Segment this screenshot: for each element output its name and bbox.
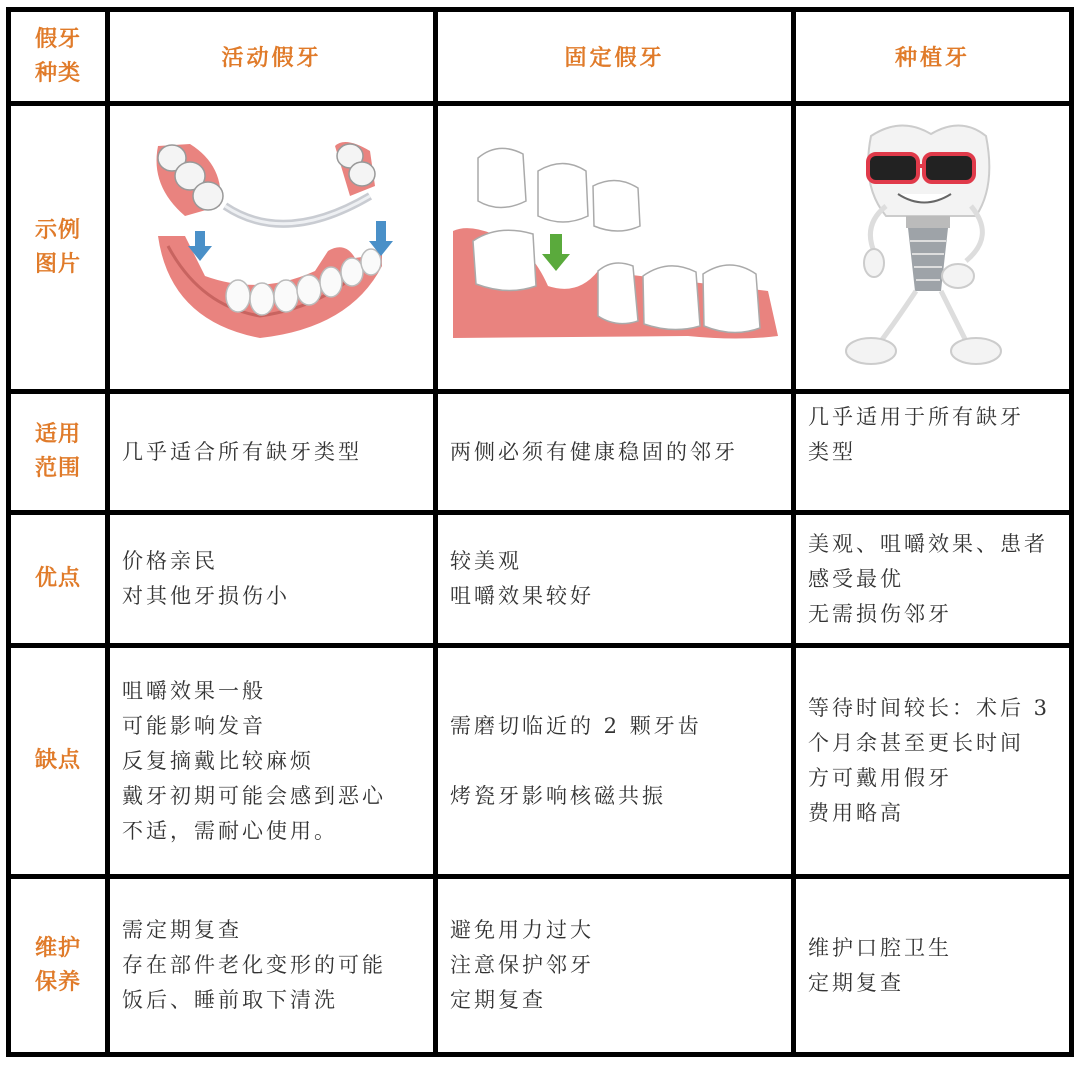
row-header-range xyxy=(11,394,105,510)
column-header-removable: 活动假牙 xyxy=(110,12,433,101)
cell-line: 注意保护邻牙 xyxy=(450,953,594,977)
image-cell-implant xyxy=(796,106,1069,389)
range-cell-fixed xyxy=(438,394,791,510)
fixed-bridge-illustration xyxy=(438,106,791,389)
cell-line: 定期复查 xyxy=(808,970,904,995)
corner-label-1: 假牙 xyxy=(34,26,81,52)
row-label-example-2: 图片 xyxy=(34,251,81,277)
row-label-range-2: 范围 xyxy=(34,456,81,481)
range-cell-removable xyxy=(110,394,433,510)
cell-line: 可能影响发音 xyxy=(122,713,266,738)
maintenance-cell-removable xyxy=(110,879,433,1052)
advantages-cell-removable xyxy=(110,515,433,643)
cell-line: 需定期复查 xyxy=(122,918,242,942)
row-label-disadvantages: 缺点 xyxy=(34,748,81,773)
cell-line: 方可戴用假牙 xyxy=(808,766,952,790)
cell-line: 费用略高 xyxy=(808,801,904,825)
cell-line: 不适，需耐心使用。 xyxy=(122,818,338,843)
cell-line: 避免用力过大 xyxy=(450,918,594,942)
row-header-maintenance xyxy=(11,879,105,1052)
cell-line: 对其他牙损伤小 xyxy=(122,584,290,608)
cell-line: 两侧必须有健康稳固的邻牙 xyxy=(450,439,738,464)
cell-line: 等待时间较长：术后 3 xyxy=(808,696,1051,720)
row-label-maintenance-2: 保养 xyxy=(34,969,81,995)
advantages-cell-fixed xyxy=(438,515,791,643)
maintenance-cell-implant xyxy=(796,879,1069,1052)
column-header-fixed: 固定假牙 xyxy=(438,12,791,101)
removable-denture-illustration xyxy=(110,106,433,389)
row-label-example-1: 示例 xyxy=(34,217,81,243)
cell-line: 维护口腔卫生 xyxy=(808,935,952,960)
cell-line: 个月余甚至更长时间 xyxy=(808,731,1024,755)
disadvantages-cell-fixed xyxy=(438,648,791,874)
row-header-disadvantages xyxy=(11,648,105,874)
advantages-cell-implant xyxy=(796,515,1069,643)
row-label-maintenance-1: 维护 xyxy=(34,935,81,961)
cell-line: 需磨切临近的 2 颗牙齿 xyxy=(450,713,702,738)
corner-header xyxy=(11,12,105,101)
row-header-example xyxy=(11,106,105,389)
row-label-advantages: 优点 xyxy=(34,566,81,591)
row-header-advantages xyxy=(11,515,105,643)
cell-line: 戴牙初期可能会感到恶心 xyxy=(122,783,386,808)
implant-mascot-illustration xyxy=(796,106,1069,389)
corner-label-2: 种类 xyxy=(34,60,81,86)
row-label-range-1: 适用 xyxy=(34,422,81,447)
cell-line: 几乎适合所有缺牙类型 xyxy=(122,439,362,464)
cell-line: 反复摘戴比较麻烦 xyxy=(122,748,314,773)
cell-line: 价格亲民 xyxy=(122,549,218,573)
cell-line: 定期复查 xyxy=(450,988,546,1012)
cell-line: 较美观 xyxy=(450,549,522,573)
cell-line: 感受最优 xyxy=(808,566,904,591)
cell-line: 美观、咀嚼效果、患者 xyxy=(808,531,1048,556)
range-cell-implant xyxy=(796,394,1069,510)
cell-line: 咀嚼效果较好 xyxy=(450,584,594,608)
maintenance-cell-fixed xyxy=(438,879,791,1052)
image-cell-removable xyxy=(110,106,433,389)
cell-line: 几乎适用于所有缺牙 xyxy=(808,405,1024,429)
cell-line: 类型 xyxy=(808,440,856,464)
cell-line: 咀嚼效果一般 xyxy=(122,678,266,703)
disadvantages-cell-implant xyxy=(796,648,1069,874)
disadvantages-cell-removable xyxy=(110,648,433,874)
image-cell-fixed xyxy=(438,106,791,389)
cell-line: 饭后、睡前取下清洗 xyxy=(122,988,338,1012)
cell-line: 存在部件老化变形的可能 xyxy=(122,953,386,977)
cell-spacer xyxy=(450,744,781,779)
cell-line: 无需损伤邻牙 xyxy=(808,601,952,626)
cell-line: 烤瓷牙影响核磁共振 xyxy=(450,783,666,808)
column-header-implant: 种植牙 xyxy=(796,12,1069,101)
